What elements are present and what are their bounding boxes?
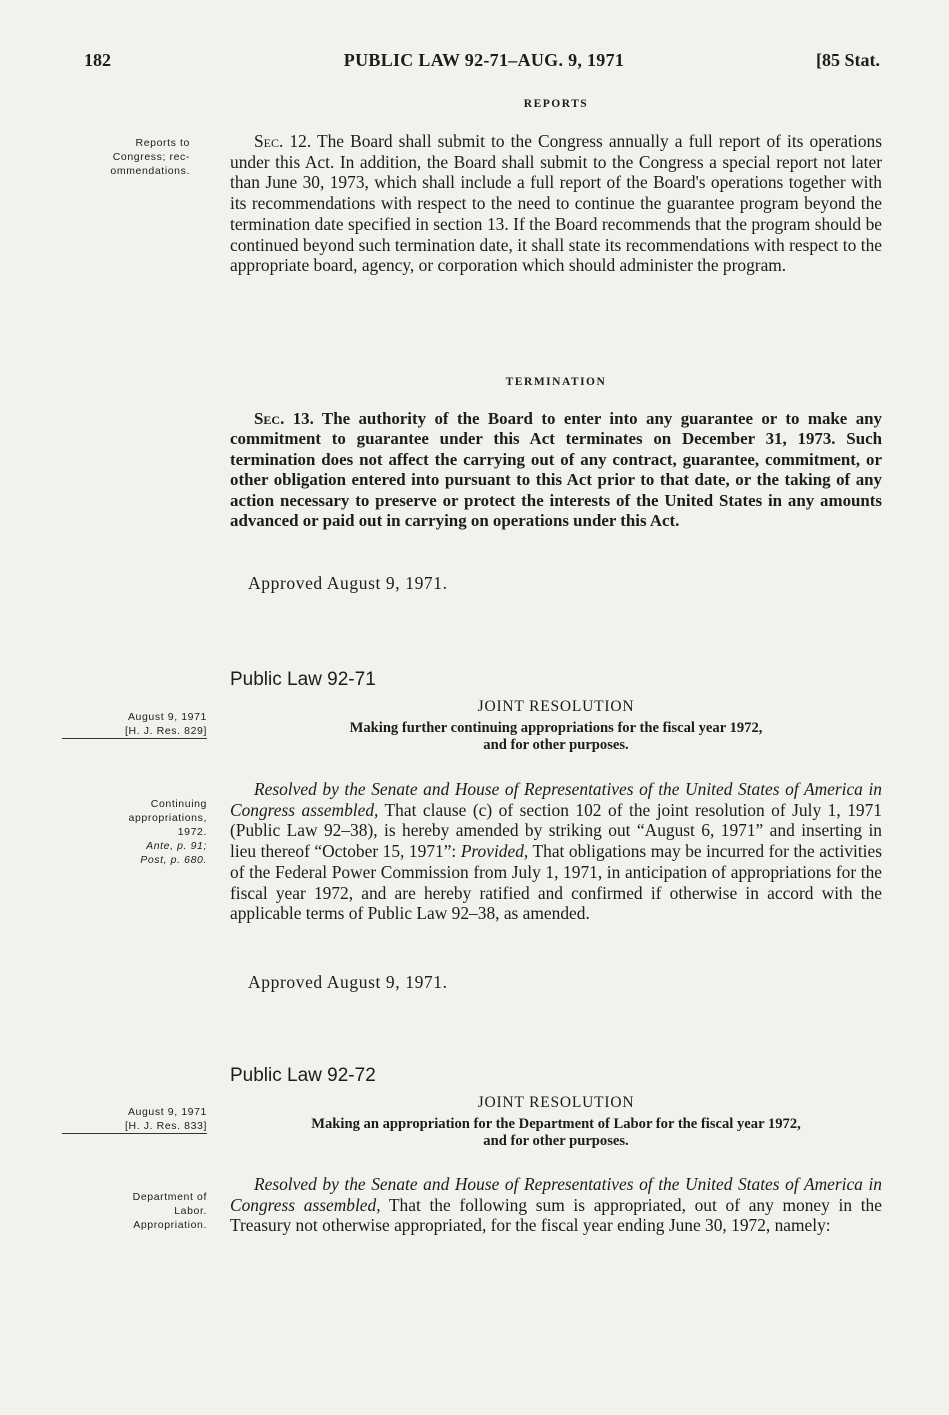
section-12-body: The Board shall submit to the Congress annually a full report of its operations under this Act. In addition, the Board shall submit to the Congress a special report not later than June 30, 1973, which shall include a full report of the Board's operations together with its recommendations with respect to the need to continue the guarantee program beyond the termination date specified in section 13. If the Board recommends that the program should be continued beyond such termination date, it shall state its recommendations with respect to the appropriate board, agency, or corporation which should administer the program. — [230, 131, 882, 276]
public-law-92-71-title: Public Law 92-71 — [230, 669, 376, 690]
section-12-label: Sec. 12. — [254, 131, 312, 151]
cross-reference: Post, p. 680. — [140, 854, 207, 866]
margin-note-line: Continuing — [150, 798, 207, 810]
provided-clause: Provided, — [460, 841, 529, 862]
margin-note-line: Department of — [132, 1191, 207, 1203]
law-92-72-body: That the following sum is appropriated, out of any money in the Treasury not otherwise appropriated, for the fiscal year ending June 30, 1972, namely: — [230, 1194, 882, 1236]
margin-note-line: Appropriation. — [133, 1219, 207, 1231]
approval-date: August 9, 1971 — [127, 1106, 207, 1118]
approval-date: August 9, 1971 — [127, 711, 207, 723]
page-number: 182 — [84, 50, 111, 70]
running-head — [84, 50, 884, 80]
law-92-71-approved: Approved August 9, 1971. — [248, 972, 448, 992]
enacting-clause: Resolved by the Senate and House of Representatives of the United States of America in Congress assembled, — [230, 779, 882, 820]
bill-number: [H. J. Res. 829] — [62, 724, 207, 739]
section-12-heading: REPORTS — [523, 98, 589, 110]
purpose-line: and for other purposes. — [483, 737, 629, 753]
margin-note-line: Congress; rec- — [112, 151, 190, 163]
margin-note-line: Labor. — [174, 1205, 207, 1217]
law-92-72-text — [230, 1174, 882, 1236]
section-13-text — [230, 409, 882, 531]
purpose-line: Making an appropriation for the Department of Labor for the fiscal year 1972, — [311, 1116, 801, 1132]
section-12-text — [230, 131, 882, 276]
section-13-label: Sec. 13. — [254, 409, 314, 428]
margin-note-line: ommendations. — [110, 165, 190, 177]
section-13-body: The authority of the Board to enter into any guarantee or to make any commitment to guarantee under this Act terminates on December 31, 1973. Such termination does not affect the carrying out of any contract, guarantee, commitment, or other obligation entered into pursuant to this Act prior to that date, or the taking of any action necessary to preserve or protect the interests of the United States in any amounts advanced or paid out in carrying on operations under this Act. — [230, 409, 882, 531]
running-head-title: PUBLIC LAW 92-71–AUG. 9, 1971 — [343, 50, 625, 70]
margin-note-line: appropriations, — [128, 812, 207, 824]
law-92-71-text — [230, 779, 882, 924]
enacting-clause: Resolved by the Senate and House of Representatives of the United States of America in Congress assembled, — [230, 1174, 882, 1215]
law-92-71-margin-note — [62, 797, 207, 867]
law-92-71-body-part1: That clause (c) of section 102 of the joint resolution of July 1, 1971 (Public Law 92–38), is hereby amended by striking out “August 6, 1971” and inserting in lieu thereof “October 15, 1971”: — [230, 799, 882, 862]
law-92-72-margin-note — [62, 1190, 207, 1232]
purpose-line: and for other purposes. — [483, 1133, 629, 1149]
law-92-72-citation — [62, 1105, 207, 1134]
law-92-71-citation — [62, 710, 207, 739]
margin-note-line: 1972. — [177, 826, 207, 838]
cross-reference: Ante, p. 91; — [146, 840, 207, 852]
purpose-line: Making further continuing appropriations for the fiscal year 1972, — [349, 720, 763, 736]
statute-volume: [85 Stat. — [816, 50, 880, 70]
section-13-heading: TERMINATION — [505, 376, 607, 388]
section-12-margin-note — [62, 136, 190, 178]
section-13-approved: Approved August 9, 1971. — [248, 573, 448, 593]
law-92-71-joint-resolution: JOINT RESOLUTION — [477, 698, 635, 715]
law-92-72-purpose — [230, 1116, 882, 1150]
bill-number: [H. J. Res. 833] — [62, 1119, 207, 1134]
law-92-72-joint-resolution: JOINT RESOLUTION — [477, 1094, 635, 1111]
law-92-71-purpose — [230, 720, 882, 754]
public-law-92-72-title: Public Law 92-72 — [230, 1065, 376, 1086]
law-92-71-body-part2: That obligations may be incurred for the activities of the Federal Power Commission from July 1, 1971, in anticipation of appropriations for the fiscal year 1972, and are hereby ratified and confirmed if otherwise in accord with the applicable terms of Public Law 92–38, as amended. — [230, 841, 882, 924]
margin-note-line: Reports to — [135, 137, 190, 149]
